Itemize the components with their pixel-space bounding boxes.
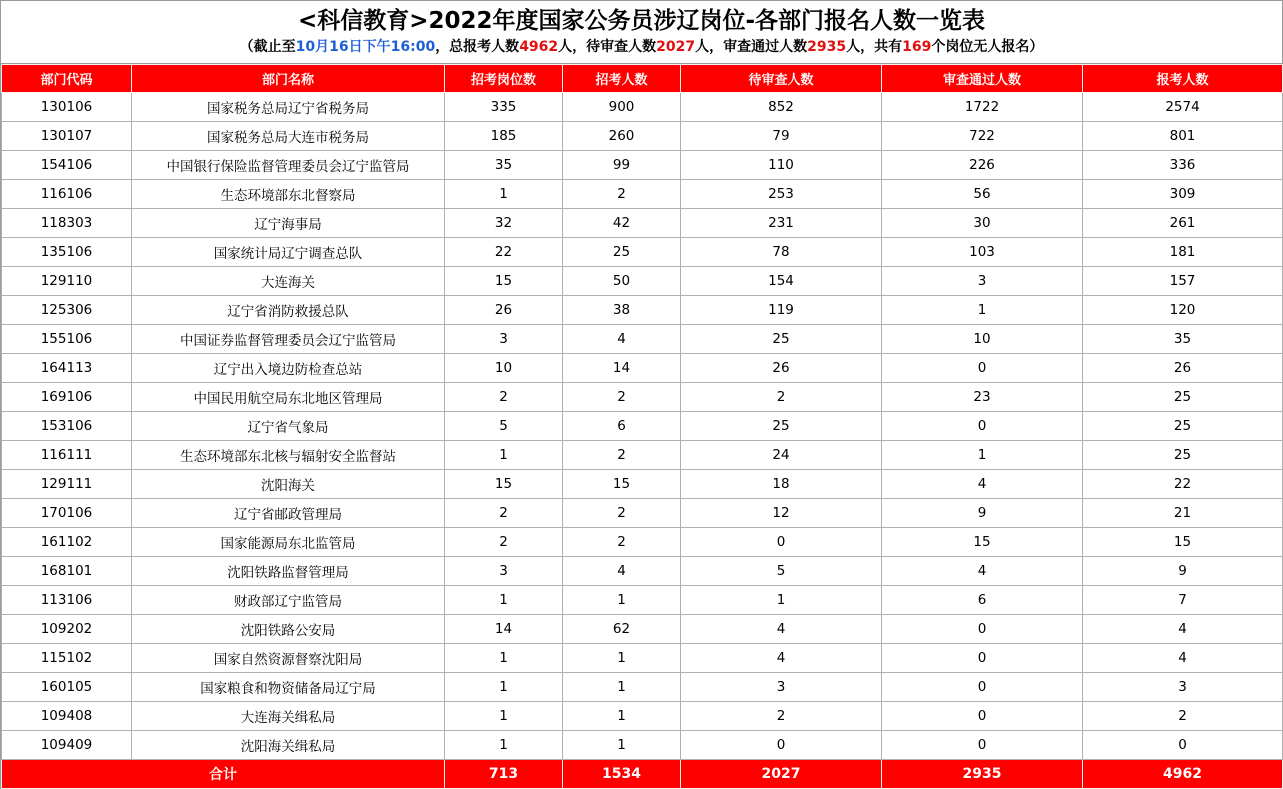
cell-dept-code: 116111 [2,441,132,470]
cell-recruits: 50 [563,267,681,296]
cell-pending: 119 [681,296,882,325]
cell-approved: 0 [882,731,1083,760]
table-row [2,209,1283,238]
cell-recruits: 6 [563,412,681,441]
cell-posts: 10 [445,354,563,383]
cell-dept-name: 辽宁出入境边防检查总站 [132,354,445,383]
cell-approved: 0 [882,673,1083,702]
cell-posts: 2 [445,499,563,528]
cell-dept-code: 109202 [2,615,132,644]
cell-recruits: 15 [563,470,681,499]
table-row [2,325,1283,354]
table-row [2,354,1283,383]
cell-approved: 30 [882,209,1083,238]
cell-posts: 35 [445,151,563,180]
header-applicants: 报考人数 [1083,65,1283,93]
cell-approved: 103 [882,238,1083,267]
cell-pending: 2 [681,383,882,412]
cell-pending: 25 [681,325,882,354]
cell-pending: 24 [681,441,882,470]
cell-posts: 22 [445,238,563,267]
cell-applicants: 801 [1083,122,1283,151]
cell-recruits: 4 [563,557,681,586]
table-row [2,702,1283,731]
table-body [2,93,1283,760]
total-recruits: 1534 [563,760,681,789]
cell-posts: 1 [445,441,563,470]
cell-applicants: 25 [1083,383,1283,412]
cell-approved: 9 [882,499,1083,528]
cell-approved: 0 [882,412,1083,441]
cell-dept-name: 辽宁省消防救援总队 [132,296,445,325]
cell-approved: 4 [882,470,1083,499]
cell-pending: 26 [681,354,882,383]
header-recruits: 招考人数 [563,65,681,93]
cell-recruits: 2 [563,499,681,528]
cell-dept-code: 109409 [2,731,132,760]
cell-dept-name: 辽宁海事局 [132,209,445,238]
cell-posts: 32 [445,209,563,238]
cell-dept-name: 中国证券监督管理委员会辽宁监管局 [132,325,445,354]
cell-applicants: 25 [1083,441,1283,470]
cell-applicants: 0 [1083,731,1283,760]
cell-dept-code: 153106 [2,412,132,441]
table-row [2,267,1283,296]
header-pending: 待审查人数 [681,65,882,93]
cell-approved: 6 [882,586,1083,615]
cell-recruits: 260 [563,122,681,151]
cell-posts: 1 [445,644,563,673]
table-row [2,586,1283,615]
cell-dept-code: 164113 [2,354,132,383]
cell-dept-code: 125306 [2,296,132,325]
cell-applicants: 157 [1083,267,1283,296]
cell-posts: 335 [445,93,563,122]
total-pending: 2027 [681,760,882,789]
cell-dept-name: 沈阳铁路监督管理局 [132,557,445,586]
cell-dept-name: 国家粮食和物资储备局辽宁局 [132,673,445,702]
cell-dept-code: 154106 [2,151,132,180]
no-apply-posts-value: 169 [902,39,932,55]
total-approved: 2935 [882,760,1083,789]
table-row [2,499,1283,528]
cell-recruits: 2 [563,383,681,412]
cell-dept-name: 辽宁省邮政管理局 [132,499,445,528]
subtitle-text-3: 人，待审查人数 [558,39,657,55]
cell-dept-name: 中国民用航空局东北地区管理局 [132,383,445,412]
cell-recruits: 1 [563,731,681,760]
cell-dept-code: 168101 [2,557,132,586]
table-row [2,644,1283,673]
cell-dept-code: 170106 [2,499,132,528]
cell-posts: 15 [445,267,563,296]
total-row [2,760,1283,789]
total-posts: 713 [445,760,563,789]
cell-dept-code: 161102 [2,528,132,557]
cell-dept-name: 财政部辽宁监管局 [132,586,445,615]
cell-pending: 18 [681,470,882,499]
cell-recruits: 2 [563,180,681,209]
header-dept-code: 部门代码 [2,65,132,93]
cell-dept-code: 160105 [2,673,132,702]
cell-posts: 1 [445,702,563,731]
cell-dept-code: 129111 [2,470,132,499]
table-row [2,528,1283,557]
cell-dept-name: 大连海关 [132,267,445,296]
cell-dept-name: 国家自然资源督察沈阳局 [132,644,445,673]
cell-applicants: 22 [1083,470,1283,499]
cell-recruits: 25 [563,238,681,267]
cell-applicants: 181 [1083,238,1283,267]
table-row [2,557,1283,586]
cell-dept-code: 115102 [2,644,132,673]
cell-pending: 253 [681,180,882,209]
cell-dept-name: 沈阳海关 [132,470,445,499]
total-applicants-value: 4962 [519,39,559,55]
cell-pending: 231 [681,209,882,238]
cell-approved: 1722 [882,93,1083,122]
cell-dept-code: 113106 [2,586,132,615]
cell-approved: 1 [882,441,1083,470]
header-posts: 招考岗位数 [445,65,563,93]
page-title: <科信教育>2022年度国家公务员涉辽岗位-各部门报名人数一览表 [297,8,986,34]
cell-applicants: 309 [1083,180,1283,209]
cell-applicants: 261 [1083,209,1283,238]
cell-dept-code: 135106 [2,238,132,267]
cell-recruits: 42 [563,209,681,238]
cell-recruits: 1 [563,586,681,615]
table-row [2,383,1283,412]
cell-applicants: 7 [1083,586,1283,615]
cell-dept-code: 118303 [2,209,132,238]
total-applicants: 4962 [1083,760,1283,789]
table-row [2,412,1283,441]
cell-approved: 722 [882,122,1083,151]
cell-applicants: 2 [1083,702,1283,731]
table-row [2,93,1283,122]
table-row [2,238,1283,267]
cell-dept-code: 116106 [2,180,132,209]
cell-pending: 110 [681,151,882,180]
cell-recruits: 99 [563,151,681,180]
cell-posts: 3 [445,325,563,354]
cell-posts: 2 [445,383,563,412]
header-row [2,65,1283,93]
subtitle-text-5: 人，共有 [846,39,903,55]
cell-dept-name: 国家税务总局辽宁省税务局 [132,93,445,122]
cell-dept-name: 中国银行保险监督管理委员会辽宁监管局 [132,151,445,180]
cell-recruits: 4 [563,325,681,354]
cell-approved: 3 [882,267,1083,296]
cell-recruits: 38 [563,296,681,325]
cell-dept-name: 辽宁省气象局 [132,412,445,441]
table-row [2,296,1283,325]
cell-pending: 79 [681,122,882,151]
table-row [2,151,1283,180]
cell-dept-code: 130107 [2,122,132,151]
cell-pending: 4 [681,615,882,644]
cell-dept-code: 129110 [2,267,132,296]
cell-pending: 12 [681,499,882,528]
cell-applicants: 35 [1083,325,1283,354]
cell-approved: 10 [882,325,1083,354]
cutoff-date: 10月16日下午16:00 [295,39,436,55]
table-row [2,180,1283,209]
table-row [2,122,1283,151]
cell-dept-code: 169106 [2,383,132,412]
cell-dept-name: 国家税务总局大连市税务局 [132,122,445,151]
subtitle-text-4: 人，审查通过人数 [695,39,808,55]
cell-recruits: 62 [563,615,681,644]
cell-pending: 852 [681,93,882,122]
cell-approved: 15 [882,528,1083,557]
cell-posts: 5 [445,412,563,441]
cell-posts: 2 [445,528,563,557]
cell-applicants: 4 [1083,615,1283,644]
cell-posts: 14 [445,615,563,644]
cell-posts: 15 [445,470,563,499]
header-dept-name: 部门名称 [132,65,445,93]
cell-pending: 4 [681,644,882,673]
cell-applicants: 3 [1083,673,1283,702]
pending-value: 2027 [656,39,696,55]
cell-approved: 0 [882,615,1083,644]
cell-applicants: 26 [1083,354,1283,383]
cell-dept-code: 130106 [2,93,132,122]
cell-approved: 0 [882,644,1083,673]
cell-pending: 2 [681,702,882,731]
subtitle-text-1: （截止至 [239,39,296,55]
cell-dept-name: 大连海关缉私局 [132,702,445,731]
cell-approved: 0 [882,702,1083,731]
cell-posts: 1 [445,731,563,760]
cell-applicants: 120 [1083,296,1283,325]
cell-applicants: 15 [1083,528,1283,557]
cell-posts: 1 [445,180,563,209]
table-row [2,441,1283,470]
cell-approved: 23 [882,383,1083,412]
cell-pending: 25 [681,412,882,441]
cell-pending: 5 [681,557,882,586]
cell-pending: 1 [681,586,882,615]
cell-dept-code: 155106 [2,325,132,354]
cell-dept-code: 109408 [2,702,132,731]
total-label: 合计 [2,760,445,789]
table-row [2,470,1283,499]
cell-posts: 1 [445,673,563,702]
cell-dept-name: 沈阳海关缉私局 [132,731,445,760]
subtitle-text-2: ，总报考人数 [435,39,520,55]
page-subtitle [1,36,1282,58]
cell-posts: 1 [445,586,563,615]
cell-pending: 0 [681,731,882,760]
table-row [2,615,1283,644]
cell-posts: 3 [445,557,563,586]
cell-recruits: 14 [563,354,681,383]
cell-recruits: 2 [563,528,681,557]
registration-table [1,64,1283,789]
cell-dept-name: 国家统计局辽宁调查总队 [132,238,445,267]
cell-dept-name: 沈阳铁路公安局 [132,615,445,644]
cell-applicants: 4 [1083,644,1283,673]
subtitle-text-6: 个岗位无人报名） [931,39,1044,55]
cell-applicants: 9 [1083,557,1283,586]
cell-applicants: 2574 [1083,93,1283,122]
cell-approved: 0 [882,354,1083,383]
cell-dept-name: 生态环境部东北督察局 [132,180,445,209]
cell-pending: 3 [681,673,882,702]
header-approved: 审查通过人数 [882,65,1083,93]
cell-applicants: 336 [1083,151,1283,180]
cell-approved: 4 [882,557,1083,586]
cell-posts: 185 [445,122,563,151]
cell-posts: 26 [445,296,563,325]
cell-pending: 78 [681,238,882,267]
cell-recruits: 2 [563,441,681,470]
cell-recruits: 1 [563,644,681,673]
cell-recruits: 1 [563,673,681,702]
cell-pending: 0 [681,528,882,557]
cell-pending: 154 [681,267,882,296]
title-area [1,1,1282,64]
table-row [2,731,1283,760]
approved-value: 2935 [807,39,847,55]
cell-approved: 1 [882,296,1083,325]
cell-dept-name: 生态环境部东北核与辐射安全监督站 [132,441,445,470]
cell-approved: 226 [882,151,1083,180]
cell-approved: 56 [882,180,1083,209]
cell-recruits: 900 [563,93,681,122]
cell-dept-name: 国家能源局东北监管局 [132,528,445,557]
cell-applicants: 25 [1083,412,1283,441]
cell-applicants: 21 [1083,499,1283,528]
table-row [2,673,1283,702]
cell-recruits: 1 [563,702,681,731]
